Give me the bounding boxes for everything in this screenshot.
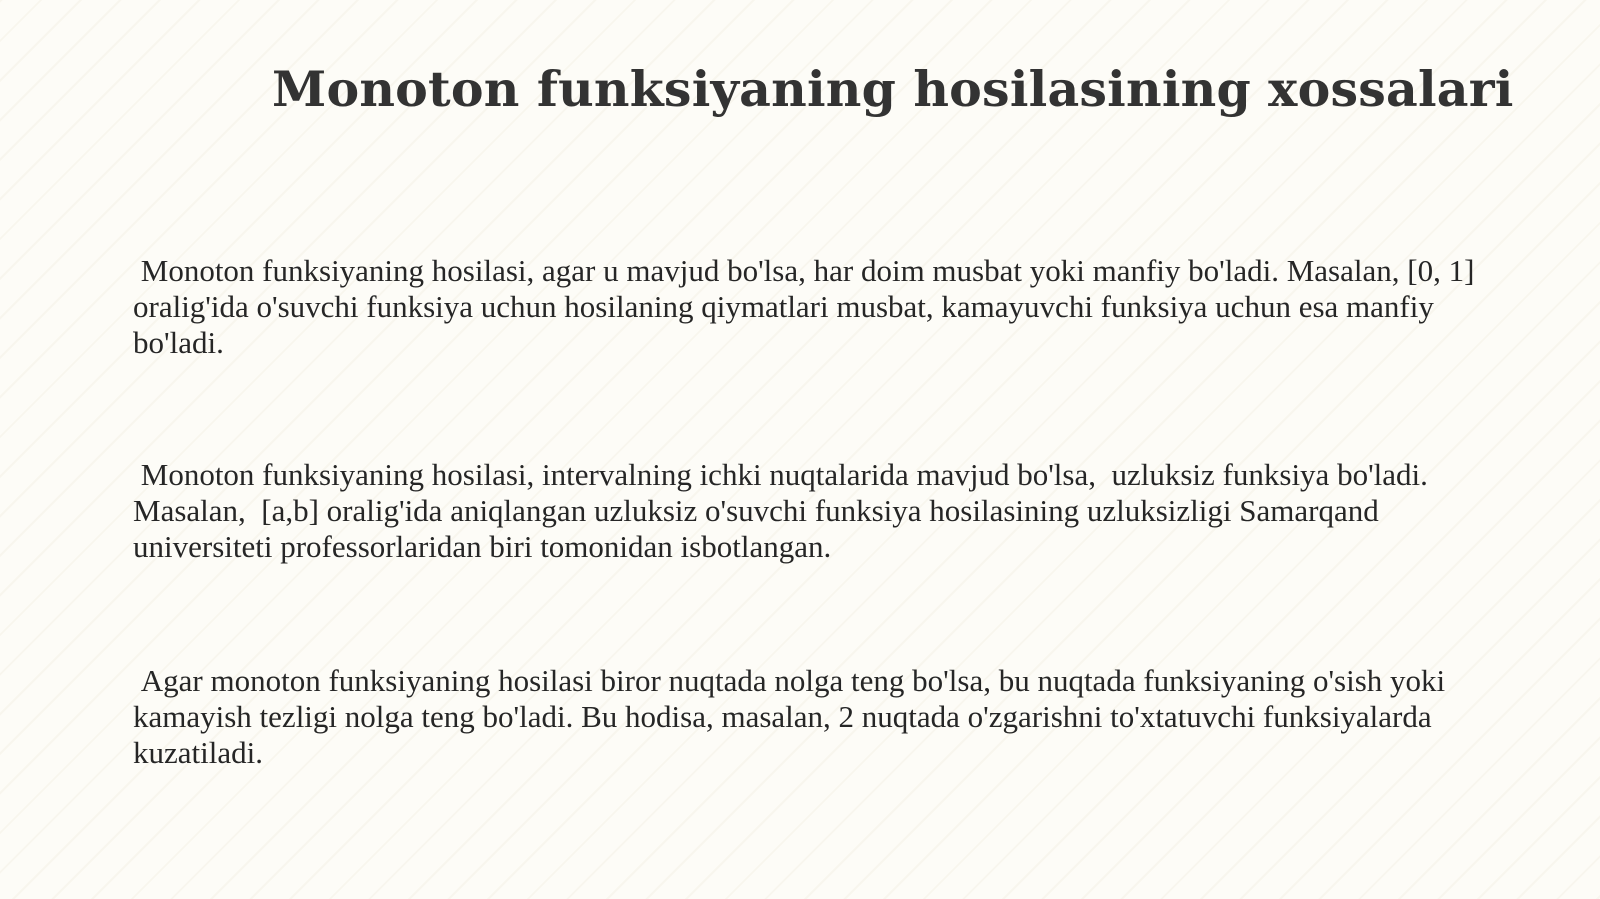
paragraph-3: Agar monoton funksiyaning hosilasi biror nuqtada nolga teng bo'lsa, bu nuqtada funksiyaning o'sish yoki kamayish tezligi nolga teng bo'ladi. Bu hodisa, masalan, 2 nuqtada o'zgarishni to'xtatuvchi funksiyalarda kuzatiladi.: [133, 663, 1453, 770]
slide-title: Monoton funksiyaning hosilasining xossalari: [272, 60, 1514, 118]
title-area: [0, 58, 1600, 120]
paragraph-2: Monoton funksiyaning hosilasi, intervalning ichki nuqtalarida mavjud bo'lsa, uzluksiz funksiya bo'ladi. Masalan, [a,b] oralig'ida aniqlangan uzluksiz o'suvchi funksiya hosilasining uzluksizligi Samarqand universiteti professorlaridan biri tomonidan isbotlangan.: [133, 457, 1444, 564]
paragraph-1: Monoton funksiyaning hosilasi, agar u mavjud bo'lsa, har doim musbat yoki manfiy bo'ladi. Masalan, [0, 1] oralig'ida o'suvchi funksiya uchun hosilaning qiymatlari musbat, kamayuvchi funksiya uchun esa manfiy bo'ladi.: [133, 253, 1483, 360]
